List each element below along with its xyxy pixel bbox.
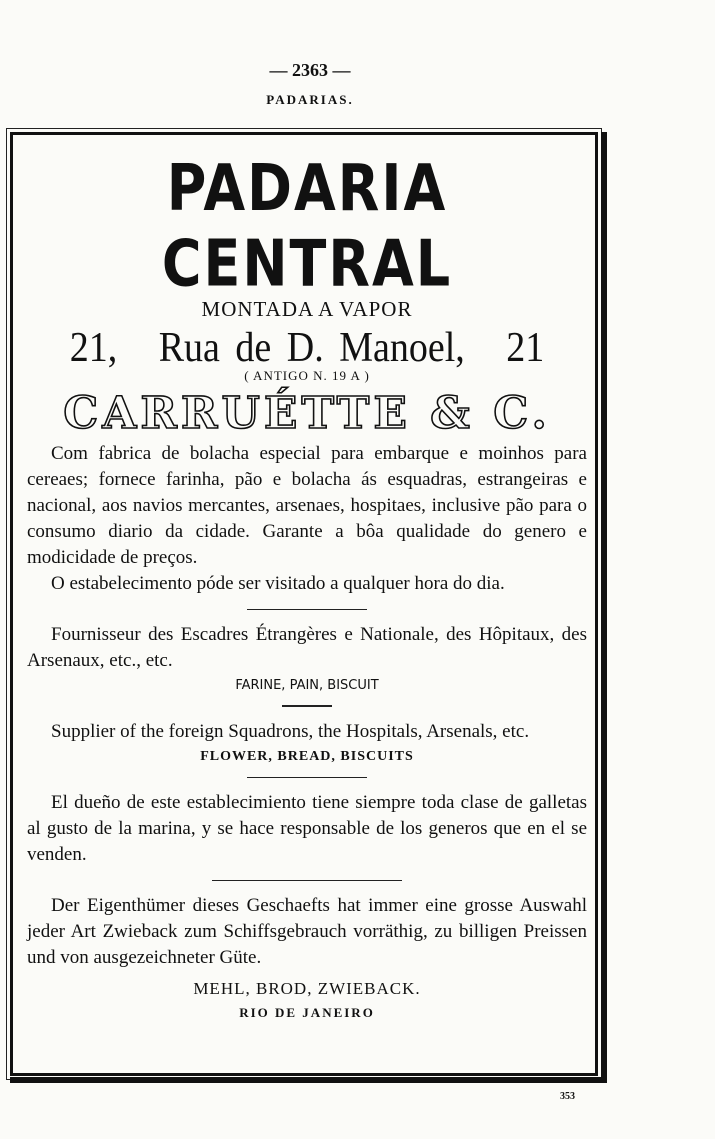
divider xyxy=(247,777,367,778)
signature-mark: 353 xyxy=(560,1091,575,1102)
english-paragraph: Supplier of the foreign Squadrons, the Hospitals, Arsenals, etc. xyxy=(51,721,530,742)
advertisement-frame xyxy=(10,132,598,1076)
divider xyxy=(247,609,367,610)
address-number-left: 21, xyxy=(69,324,118,372)
portuguese-paragraph-1: Com fabrica de bolacha especial para embarque e moinhos para cereaes; fornece farinha, pão e bolacha ás esquadras, estrangeiras e nacional, aos navios mercantes, arsenaes, hospitaes, inclusive pão para o consumo diario da cidade. Garante a bôa qualidade do genero e modicidade de preços. xyxy=(27,443,587,568)
ad-subtitle: MONTADA A VAPOR xyxy=(201,297,413,321)
english-products: FLOWER, BREAD, BISCUITS xyxy=(200,749,414,764)
divider xyxy=(212,880,402,881)
advertisement-content xyxy=(27,145,587,1021)
old-number: ( ANTIGO N. 19 A ) xyxy=(244,368,370,383)
french-paragraph: Fournisseur des Escadres Étrangères e Nationale, des Hôpitaux, des Arsenaux, etc., etc. xyxy=(27,624,587,671)
german-paragraph: Der Eigenthümer dieses Geschaefts hat immer eine grosse Auswahl jeder Art Zwieback zum Schiffsgebrauch vorräthig, zu billigen Preissen und von ausgezeichneter Güte. xyxy=(27,895,587,968)
address-street: Rua de D. Manoel, xyxy=(158,324,465,372)
ad-address xyxy=(27,324,587,372)
german-products: MEHL, BROD, ZWIEBACK. xyxy=(193,979,421,998)
french-products: FARINE, PAIN, BISCUIT xyxy=(235,678,379,693)
ad-title: PADARIA CENTRAL xyxy=(161,151,453,301)
address-number-right: 21 xyxy=(506,324,545,372)
ornament-divider xyxy=(282,705,332,707)
section-heading: PADARIAS. xyxy=(266,92,354,107)
city-name: RIO DE JANEIRO xyxy=(239,1005,375,1020)
portuguese-paragraph-2: O estabelecimento póde ser visitado a qualquer hora do dia. xyxy=(51,573,505,594)
page-number: — 2363 — xyxy=(269,60,351,80)
firm-name: CARRUÉTTE & C. xyxy=(63,388,551,439)
spanish-paragraph: El dueño de este establecimiento tiene siempre toda clase de galletas al gusto de la marina, y se hace responsable de los generos que en el se venden. xyxy=(27,792,587,865)
